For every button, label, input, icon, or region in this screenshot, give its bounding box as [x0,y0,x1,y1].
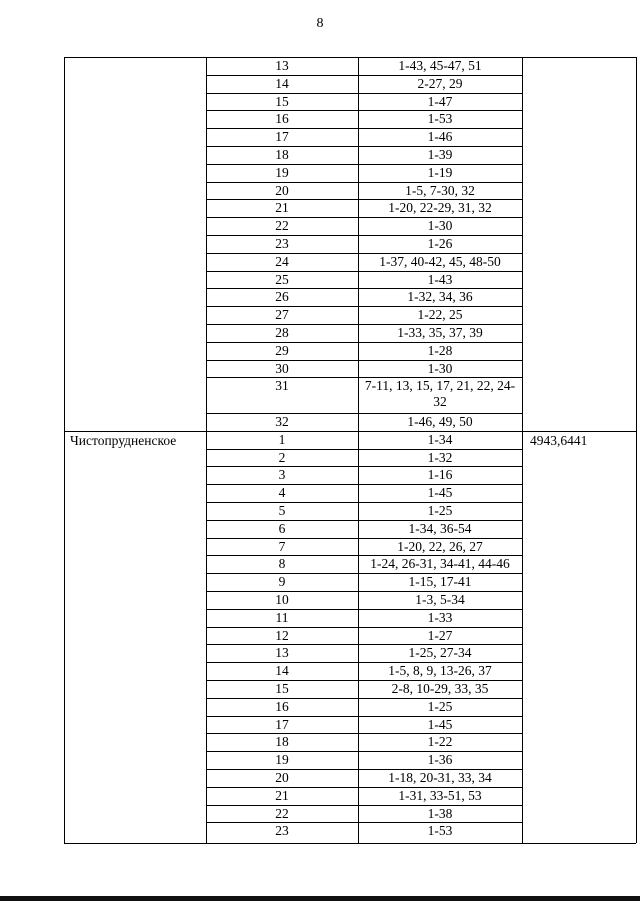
table-border-bottom [64,843,636,844]
plot-ranges: 1-22, 25 [417,307,463,323]
plot-ranges: 1-3, 5-34 [415,592,465,607]
plot-ranges: 1-47 [427,93,453,109]
quarter-number: 10 [275,592,289,607]
district-name: Чистопрудненское [70,432,177,448]
plot-ranges: 7-11, 13, 15, 17, 21, 22, 24-32 [364,378,516,410]
quarter-number: 23 [275,236,289,251]
quarter-number: 14 [275,75,289,91]
quarter-number: 32 [275,414,289,429]
quarter-number: 2 [278,449,286,465]
quarter-number: 24 [275,253,289,269]
quarter-number: 19 [275,752,289,768]
plot-ranges: 1-5, 8, 9, 13-26, 37 [388,663,492,679]
plot-ranges: 1-28 [427,342,453,358]
plot-ranges: 1-20, 22, 26, 27 [397,538,483,554]
table-border-left [64,57,65,843]
quarter-number: 22 [275,218,289,234]
quarter-number: 18 [275,734,289,750]
quarter-number: 3 [278,467,286,483]
table-border-right [636,57,637,843]
plot-ranges: 1-5, 7-30, 32 [405,182,475,198]
quarter-number: 11 [275,609,289,625]
quarter-number: 4 [278,485,286,501]
quarter-number: 27 [275,307,289,323]
plot-ranges: 1-39 [427,147,453,162]
plot-ranges: 2-8, 10-29, 33, 35 [391,681,489,696]
plot-ranges: 1-25 [427,698,453,714]
quarter-number: 9 [278,574,286,590]
plot-ranges: 1-32, 34, 36 [407,289,473,305]
quarter-number: 13 [275,58,289,73]
quarter-number: 15 [275,93,289,109]
quarter-number: 16 [275,698,289,714]
plot-ranges: 1-16 [427,467,453,483]
plot-ranges: 1-18, 20-31, 33, 34 [388,770,492,785]
quarter-number: 26 [275,289,289,305]
plot-ranges: 1-45 [427,716,453,732]
quarter-number: 21 [275,200,289,216]
quarter-number: 30 [275,360,289,376]
plot-ranges: 1-25 [427,503,453,518]
plot-ranges: 1-33 [427,609,453,625]
plot-ranges: 1-34 [427,431,453,447]
quarter-number: 20 [275,770,289,785]
plot-ranges: 1-19 [427,164,453,180]
page-bottom-edge [0,896,640,901]
plot-ranges: 1-26 [427,236,453,251]
quarter-number: 12 [275,627,289,643]
plot-ranges: 1-43, 45-47, 51 [398,58,482,73]
quarter-number: 21 [275,787,289,803]
quarter-number: 16 [275,111,289,127]
plot-ranges: 1-33, 35, 37, 39 [397,325,483,340]
plot-ranges: 1-37, 40-42, 45, 48-50 [379,253,501,269]
quarter-number: 13 [275,645,289,661]
plot-ranges: 1-53 [427,111,453,127]
quarter-number: 18 [275,147,289,162]
quarter-number: 15 [275,681,289,696]
plot-ranges: 1-31, 33-51, 53 [398,787,482,803]
quarter-number: 29 [275,342,289,358]
plot-ranges: 1-32 [427,449,453,465]
quarter-number: 20 [275,182,289,198]
plot-ranges: 1-22 [427,734,453,750]
plot-ranges: 1-36 [427,752,453,768]
quarter-number: 23 [275,823,289,839]
table-column-divider [522,57,523,843]
quarter-number: 1 [278,431,286,447]
plot-ranges: 1-34, 36-54 [408,520,472,536]
quarter-number: 22 [275,805,289,821]
quarter-number: 19 [275,164,289,180]
table-column-divider [358,57,359,843]
quarter-number: 17 [275,129,289,145]
plot-ranges: 1-20, 22-29, 31, 32 [388,200,492,216]
district-area: 4943,6441 [530,432,588,448]
plot-ranges: 1-24, 26-31, 34-41, 44-46 [370,556,510,572]
plot-ranges: 1-27 [427,627,453,643]
plot-ranges: 2-27, 29 [417,75,463,91]
plot-ranges: 1-53 [427,823,453,839]
page-number: 8 [316,16,324,31]
quarter-number: 5 [278,503,286,518]
quarter-number: 8 [278,556,286,572]
plot-ranges: 1-43 [427,271,453,287]
quarter-number: 25 [275,271,289,287]
plot-ranges: 1-46 [427,129,453,145]
quarter-number: 6 [278,520,286,536]
quarter-number: 28 [275,325,289,340]
plot-ranges: 1-45 [427,485,453,501]
plot-ranges: 1-38 [427,805,453,821]
quarter-number: 7 [278,538,286,554]
plot-ranges: 1-46, 49, 50 [407,414,473,429]
plot-ranges: 1-30 [427,360,453,376]
plot-ranges: 1-15, 17-41 [408,574,472,590]
plot-ranges: 1-25, 27-34 [408,645,472,661]
plot-ranges: 1-30 [427,218,453,234]
quarter-number: 17 [275,716,289,732]
quarter-number: 14 [275,663,289,679]
quarter-number: 31 [275,378,289,394]
quarters-table [64,57,636,843]
